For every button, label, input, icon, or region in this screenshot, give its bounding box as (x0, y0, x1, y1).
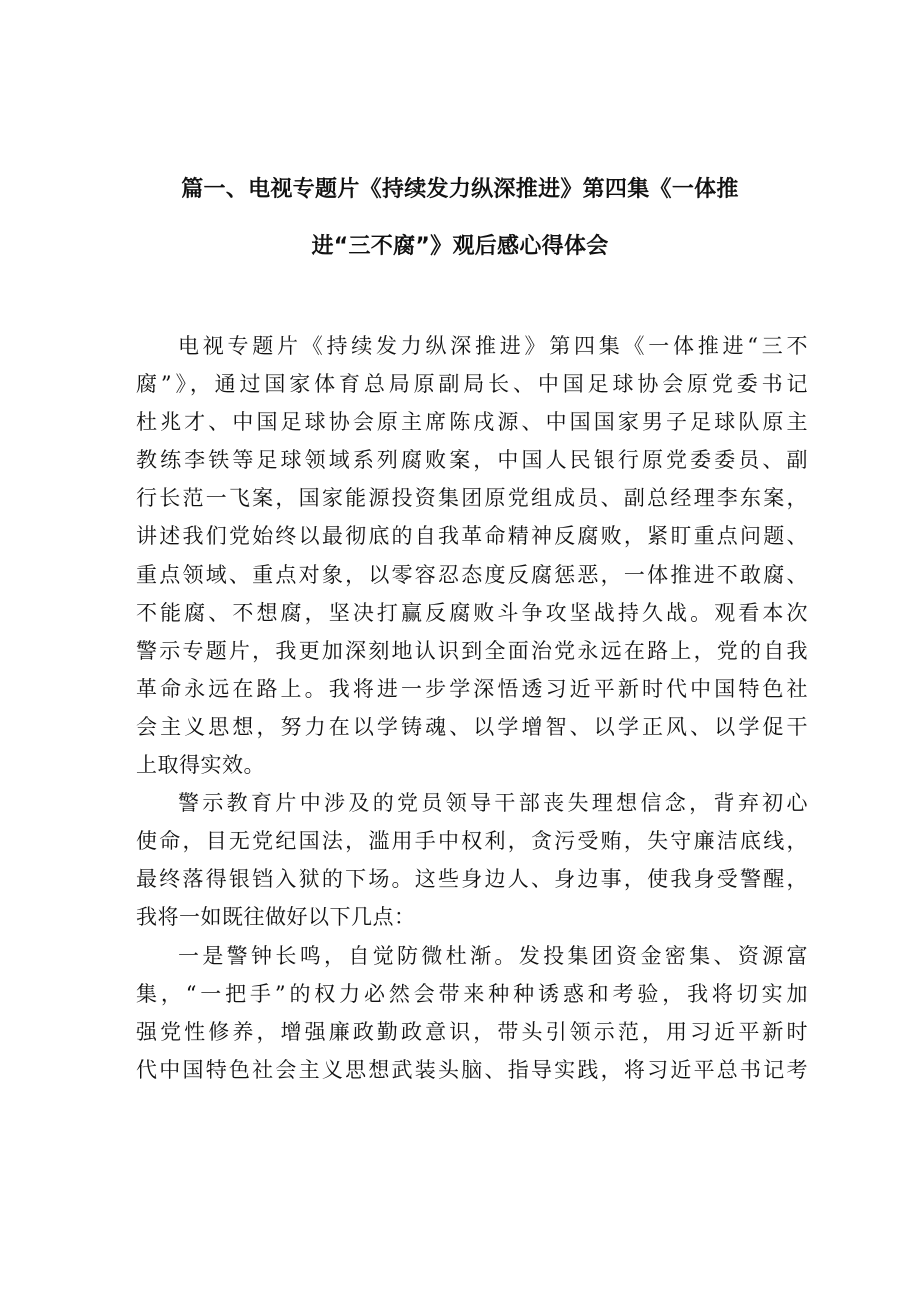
paragraph-line: 教练李铁等足球领域系列腐败案，中国人民银行原党委委员、副 (136, 448, 808, 473)
paragraph-line: 行长范一飞案，国家能源投资集团原党组成员、副总经理李东案， (136, 486, 808, 511)
paragraph-line: 一是警钟长鸣，自觉防微杜渐。发投集团资金密集、资源富 (178, 943, 808, 968)
paragraph-line: 警示专题片，我更加深刻地认识到全面治党永远在路上，党的自我 (136, 638, 808, 663)
title-line-1: 篇一、电视专题片《持续发力纵深推进》第四集《一体推 (181, 177, 739, 202)
paragraph-line: 讲述我们党始终以最彻底的自我革命精神反腐败，紧盯重点问题、 (136, 524, 808, 549)
title-line-2: 进“三不腐”》观后感心得体会 (311, 234, 609, 259)
paragraph-line: 我将一如既往做好以下几点： (136, 905, 416, 930)
paragraph-line: 警示教育片中涉及的党员领导干部丧失理想信念，背弃初心 (178, 791, 808, 816)
paragraph-line: 使命，目无党纪国法，滥用手中权利，贪污受贿，失守廉洁底线， (136, 829, 808, 854)
document-body (136, 327, 808, 1089)
paragraph-line: 不能腐、不想腐，坚决打赢反腐败斗争攻坚战持久战。观看本次 (136, 600, 808, 625)
paragraph-line: 上取得实效。 (136, 753, 265, 778)
paragraph-line: 腐”》，通过国家体育总局原副局长、中国足球协会原党委书记 (136, 372, 808, 397)
paragraph-line: 革命永远在路上。我将进一步学深悟透习近平新时代中国特色社 (136, 676, 808, 701)
paragraph-2 (136, 784, 808, 936)
paragraph-3 (136, 937, 808, 1089)
paragraph-line: 会主义思想，努力在以学铸魂、以学增智、以学正风、以学促干 (136, 714, 808, 739)
paragraph-line: 强党性修养，增强廉政勤政意识，带头引领示范，用习近平新时 (136, 1019, 808, 1044)
paragraph-line: 代中国特色社会主义思想武装头脑、指导实践，将习近平总书记考 (136, 1057, 808, 1082)
paragraph-line: 最终落得银铛入狱的下场。这些身边人、身边事，使我身受警醒， (136, 867, 808, 892)
paragraph-1 (136, 327, 808, 784)
paragraph-line: 杜兆才、中国足球协会原主席陈戌源、中国国家男子足球队原主 (136, 410, 808, 435)
paragraph-line: 重点领域、重点对象，以零容忍态度反腐惩恶，一体推进不敢腐、 (136, 562, 808, 587)
paragraph-line: 集，“一把手”的权力必然会带来种种诱惑和考验，我将切实加 (136, 981, 808, 1006)
paragraph-line: 电视专题片《持续发力纵深推进》第四集《一体推进“三不 (178, 334, 808, 358)
